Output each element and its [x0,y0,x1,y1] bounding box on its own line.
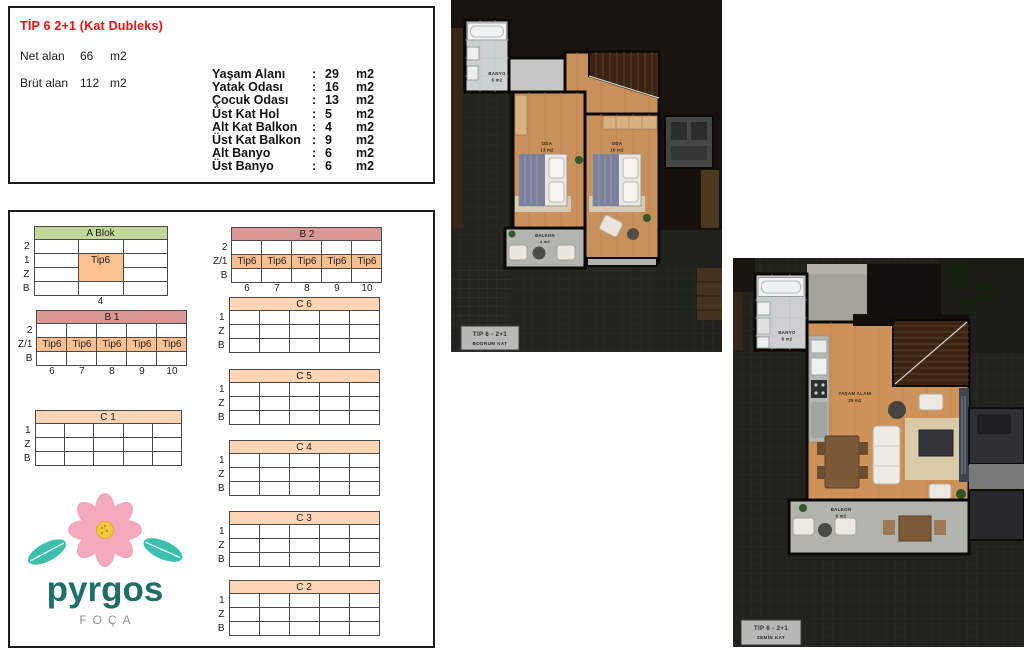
plan-tag-basement [461,326,519,350]
area-row: Üst Banyo : 6 m2 [212,159,375,174]
area-row: Yatak Odası : 16 m2 [212,80,375,95]
block-table-c5 [213,369,380,425]
row-label: 2 [23,241,30,252]
plan-tag-title: TIP 6 - 2+1 [472,332,508,338]
row-label: 1 [218,595,225,606]
label-banyo: BANYO [778,330,796,335]
row-label: Z [218,469,225,480]
plant [575,156,583,164]
col-label: 4 [97,296,104,307]
unit-cell-tip6: Tip6 [157,338,187,352]
block-c2-title: C 2 [229,581,379,594]
toilet [757,337,769,348]
brut-alan-value: 112 [80,76,100,90]
brut-alan-label: Brüt alan [20,76,69,90]
side-table [627,228,639,240]
room-banyo [465,20,509,92]
block-table-a [18,226,168,307]
sofa [873,426,900,484]
area-list [212,68,374,174]
logo-wordmark: pyrgos [46,570,164,609]
col-label: 10 [166,366,178,377]
col-label: 7 [79,366,85,377]
net-alan-label: Net alan [20,49,65,63]
block-table-c2 [213,580,380,636]
row-label: Z/1 [18,339,33,350]
row-label: 1 [218,455,225,466]
block-c5-title: C 5 [229,370,379,383]
block-a-title: A Blok [34,227,167,240]
row-label: B [217,554,225,565]
unit-cell-tip6: Tip6 [292,255,322,269]
plan-tag-floor: BODRUM KAT [472,341,508,346]
row-label: B [22,283,30,294]
block-c1-title: C 1 [35,411,181,424]
row-label: Z [23,269,30,280]
label-oda13-area: 13 m2 [540,147,554,153]
col-label: 9 [334,283,340,294]
row-label: 1 [218,312,225,323]
label-oda13: ODA [541,141,553,146]
unit-cell-tip6: Tip6 [232,255,262,269]
block-table-c6 [213,297,380,353]
brut-alan-unit: m2 [110,76,127,90]
room-oda-16 [585,114,659,266]
col-label: 8 [304,283,310,294]
block-table-b1 [18,310,187,377]
row-label: 2 [26,325,33,336]
brut-alan-row [20,76,127,90]
block-b2-title: B 2 [232,228,382,241]
col-label: 10 [361,283,373,294]
area-row: Çocuk Odası : 13 m2 [212,93,375,108]
closet [603,116,657,129]
col-label: 7 [274,283,280,294]
net-alan-row [20,49,127,63]
unit-cell-tip6: Tip6 [352,255,382,269]
room-corridor [507,58,567,92]
row-label: 1 [218,526,225,537]
unit-cell-tip6: Tip6 [97,338,127,352]
label-banyo: BANYO [488,71,506,76]
unit-cell-tip6: Tip6 [127,338,157,352]
row-label: B [217,340,225,351]
label-yasam-area: 29 m2 [848,398,862,403]
chair [883,520,895,535]
entry-dark [867,264,941,322]
kitchen [809,336,829,442]
round-table [818,523,832,537]
row-label: B [220,270,228,281]
armchair [929,484,951,499]
row-label: Z [218,540,225,551]
row-label: B [25,353,33,364]
row-label: Z [218,398,225,409]
toilet [467,66,478,80]
unit-cell-tip6: Tip6 [262,255,292,269]
room-oda-13 [513,92,585,228]
armchair [509,245,527,260]
plan-tag-ground [741,620,801,645]
plant [799,504,807,512]
block-table-c3 [213,511,380,567]
logo-leaf-right [140,533,186,567]
unit-cell-tip6: Tip6 [78,254,123,282]
table [899,516,931,541]
area-row: Alt Kat Balkon : 4 m2 [212,119,375,134]
round-table [533,247,546,260]
armchair [557,245,575,260]
label-balkon-area: 9 m2 [835,513,847,519]
tv-unit [919,430,953,456]
row-label: 1 [218,384,225,395]
sink [757,302,770,315]
row-label: Z [24,439,31,450]
info-panel [8,6,435,184]
row-label: 1 [24,425,31,436]
net-alan-value: 66 [80,49,94,63]
row-label: B [23,453,31,464]
logo-subtitle: FOÇA [79,613,137,627]
block-c4-title: C 4 [229,441,379,454]
label-balkon: BALKON [535,233,555,238]
label-yasam-alani: YAŞAM ALANI [838,391,872,396]
armchair [793,518,814,535]
block-b1-title: B 1 [37,311,187,324]
round-rug [888,401,906,419]
plant [956,489,966,499]
logo-flower-icon [68,493,142,567]
col-label: 6 [49,366,55,377]
unit-cell-tip6: Tip6 [67,338,97,352]
floorplan-basement [451,0,722,352]
label-banyo-area: 6 m2 [491,77,503,83]
vanity [757,318,770,334]
block-table-c4 [213,440,380,496]
room-balkon [789,500,969,554]
plant [643,214,651,222]
plan-tag-floor: ZEMİN KAT [756,635,786,640]
plant [509,231,516,238]
side-wall-strip [451,28,463,228]
label-balkon: BALKON [830,507,852,512]
row-label: B [217,483,225,494]
armchair [835,518,856,535]
col-label: 8 [109,366,115,377]
floorplan-ground [733,258,1024,647]
area-row: Üst Kat Hol : 5 m2 [212,106,375,121]
plan-tag-title: TIP 6 - 2+1 [753,626,789,632]
block-table-c1 [19,410,182,466]
label-oda16: ODA [611,141,623,146]
wardrobe [515,95,527,135]
label-banyo-area: 6 m2 [781,336,793,342]
block-c3-title: C 3 [229,512,379,525]
area-row: Alt Banyo : 6 m2 [212,146,375,161]
net-alan-unit: m2 [110,49,127,63]
block-table-b2 [213,227,382,294]
logo-leaf-left [24,534,70,570]
area-row: Üst Kat Balkon : 9 m2 [212,132,375,147]
label-balkon-area: 4 m2 [539,239,551,244]
col-label: 9 [139,366,145,377]
label-oda16-area: 16 m2 [610,147,624,153]
page-title: TİP 6 2+1 (Kat Dubleks) [20,19,163,33]
pyrgos-logo [15,488,195,633]
sink [467,47,479,60]
block-c6-title: C 6 [229,298,379,311]
row-label: Z [218,609,225,620]
area-row: Yaşam Alanı : 29 m2 [212,67,375,81]
row-label: 2 [221,242,228,253]
blocks-panel [8,210,435,648]
row-label: 1 [23,255,30,266]
bathtub [758,278,804,297]
row-label: Z/1 [213,256,228,267]
room-yasam-alani [807,314,969,500]
row-label: B [217,412,225,423]
unit-cell-tip6: Tip6 [37,338,67,352]
chair [934,520,946,535]
row-label: Z [218,326,225,337]
col-label: 6 [244,283,250,294]
adjacent-unit [969,408,1024,540]
armchair [919,394,943,410]
unit-cell-tip6: Tip6 [322,255,352,269]
wardrobe [959,388,969,482]
row-label: B [217,623,225,634]
